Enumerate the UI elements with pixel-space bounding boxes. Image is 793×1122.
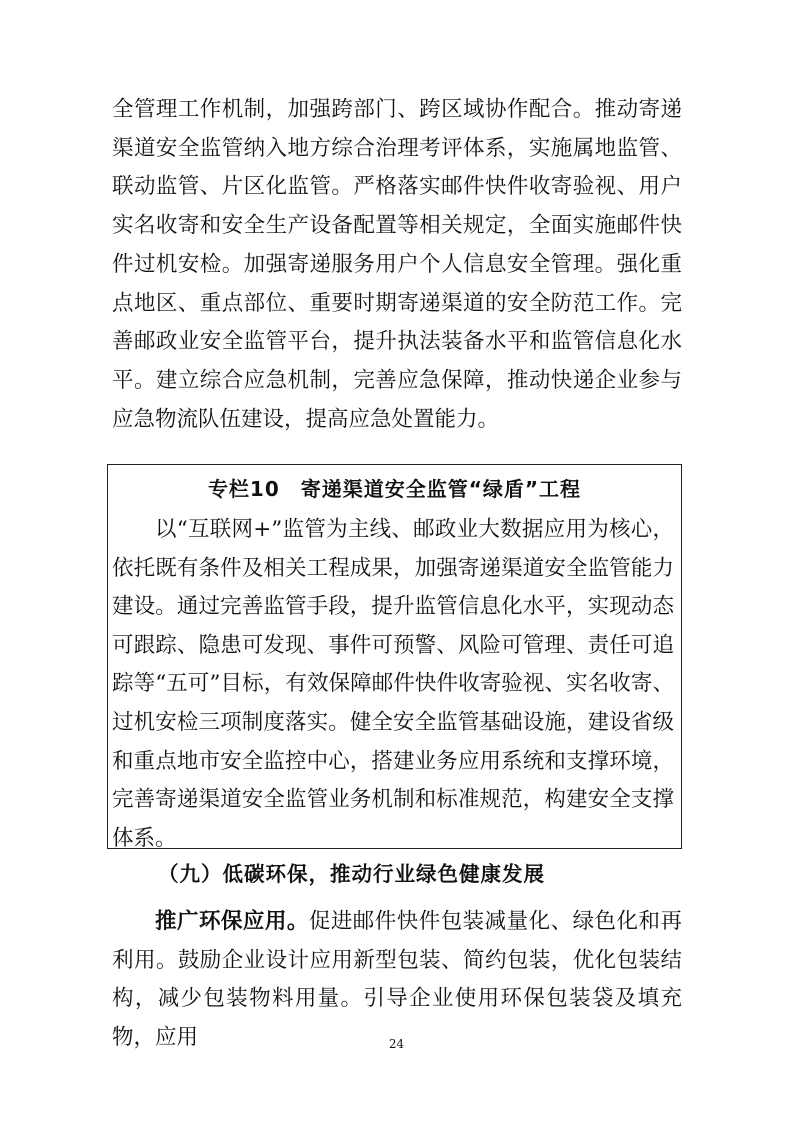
body-paragraph-last: [112, 903, 682, 1058]
paragraph-lead-phrase: 推广环保应用。: [155, 909, 309, 934]
page-number: 24: [388, 1037, 405, 1051]
body-paragraph-continued: 全管理工作机制，加强跨部门、跨区域协作配合。推动寄递渠道安全监管纳入地方综合治理考评体系，实施属地监管、联动监管、片区化监管。严格落实邮件快件收寄验视、用户实名收寄和安全生产设备配置等相关规定，全面实施邮件快件过机安检。加强寄递服务用户个人信息安全管理。强化重点地区、重点部位、重要时期寄递渠道的安全防范工作。完善邮政业安全监管平台，提升执法装备水平和监管信息化水平。建立综合应急机制，完善应急保障，推动快递企业参与应急物流队伍建设，提高应急处置能力。: [112, 97, 682, 432]
special-column-body: 以“互联网+”监管为主线、邮政业大数据应用为核心，依托既有条件及相关工程成果，加强寄递渠道安全监管能力建设。通过完善监管手段，提升监管信息化水平，实现动态可跟踪、隐患可发现、事件可预警、风险可管理、责任可追踪等“五可”目标，有效保障邮件快件收寄验视、实名收寄、过机安检三项制度落实。健全安全监管基础设施，建设省级和重点地市安全监控中心，搭建业务应用系统和支撑环境，完善寄递渠道安全监管业务机制和标准规范，构建安全支撑体系。: [112, 517, 674, 851]
special-column-title: 专栏10 寄递渠道安全监管“绿盾”工程: [207, 477, 582, 501]
section-heading: （九）低碳环保，推动行业绿色健康发展: [158, 862, 545, 886]
special-column-box: [107, 464, 682, 849]
paragraph-text: 促进邮件快件包装减量化、绿色化和再利用。鼓励企业设计应用新型包装、简约包装，优化包装结构，减少包装物料用量。引导企业使用环保包装袋及填充物，应用: [112, 909, 682, 1051]
